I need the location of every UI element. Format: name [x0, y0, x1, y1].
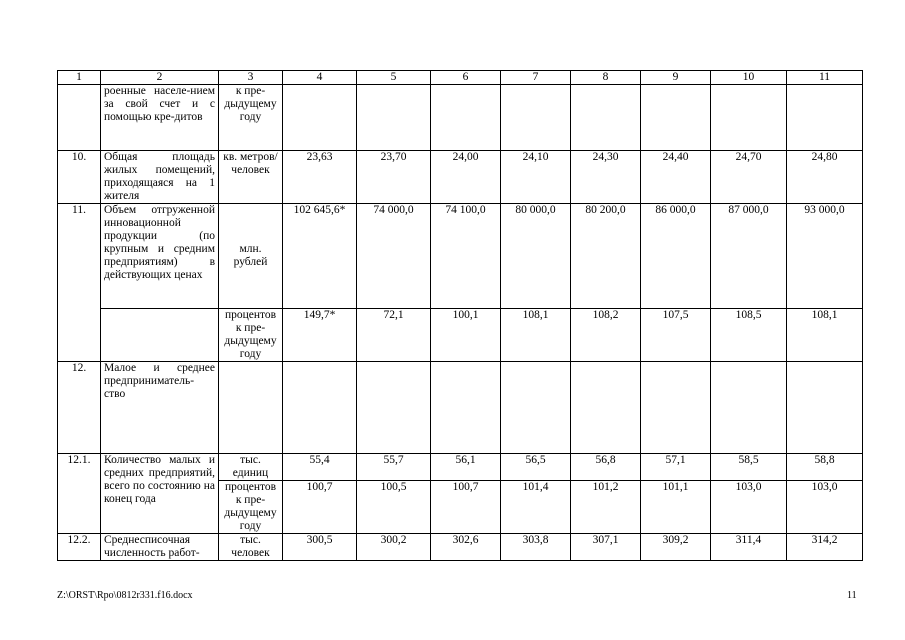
row-number: 12.2. [58, 534, 101, 561]
row-number: 11. [58, 204, 101, 362]
indicator-name: Количество малых и средних предприятий, всего по состоянию на конец года [101, 454, 219, 534]
value-cell: 87 000,0 [711, 204, 787, 309]
value-cell [641, 362, 711, 454]
header-cell: 1 [58, 71, 101, 85]
value-cell [501, 362, 571, 454]
value-cell: 101,4 [501, 481, 571, 534]
value-cell: 314,2 [787, 534, 863, 561]
indicator-name: Среднесписочная численность работ- [101, 534, 219, 561]
value-cell [711, 85, 787, 151]
row-number: 12. [58, 362, 101, 454]
value-cell [283, 362, 357, 454]
value-cell: 24,30 [571, 151, 641, 204]
header-cell: 9 [641, 71, 711, 85]
value-cell: 23,70 [357, 151, 431, 204]
value-cell: 108,1 [787, 309, 863, 362]
value-cell: 23,63 [283, 151, 357, 204]
value-cell: 108,5 [711, 309, 787, 362]
indicator-name: Общая площадь жилых помещений, приходящаяся на 1 жителя [101, 151, 219, 204]
value-cell [571, 362, 641, 454]
indicator-name: Объем отгруженной инновационной продукции (по крупным и средним предприятиям) в действующих ценах [101, 204, 219, 309]
header-cell: 6 [431, 71, 501, 85]
table-row [58, 151, 863, 204]
unit-cell: к пре-дыдущему году [219, 85, 283, 151]
value-cell: 93 000,0 [787, 204, 863, 309]
unit-cell: тыс. единиц [219, 454, 283, 481]
value-cell: 80 000,0 [501, 204, 571, 309]
value-cell: 100,7 [283, 481, 357, 534]
unit-cell: процентов к пре-дыдущему году [219, 481, 283, 534]
value-cell: 300,2 [357, 534, 431, 561]
header-cell: 10 [711, 71, 787, 85]
statistics-table [57, 70, 863, 561]
value-cell: 57,1 [641, 454, 711, 481]
value-cell: 107,5 [641, 309, 711, 362]
value-cell: 100,5 [357, 481, 431, 534]
unit-cell: кв. метров/ человек [219, 151, 283, 204]
value-cell [787, 362, 863, 454]
unit-cell: тыс. человек [219, 534, 283, 561]
value-cell: 24,10 [501, 151, 571, 204]
table-row [58, 309, 863, 362]
value-cell: 24,40 [641, 151, 711, 204]
value-cell [787, 85, 863, 151]
value-cell: 309,2 [641, 534, 711, 561]
value-cell: 300,5 [283, 534, 357, 561]
value-cell: 58,5 [711, 454, 787, 481]
row-number: 10. [58, 151, 101, 204]
row-number: 12.1. [58, 454, 101, 534]
footer-file-path: Z:\ORST\Rpo\0812r331.f16.docx [57, 590, 193, 601]
header-cell: 11 [787, 71, 863, 85]
value-cell: 108,2 [571, 309, 641, 362]
table-row [58, 454, 863, 481]
table-row [58, 204, 863, 309]
value-cell: 55,7 [357, 454, 431, 481]
value-cell: 74 000,0 [357, 204, 431, 309]
indicator-name: роенные населе-нием за свой счет и с помощью кре-дитов [101, 85, 219, 151]
value-cell: 311,4 [711, 534, 787, 561]
indicator-name: Малое и среднее предприниматель-ство [101, 362, 219, 454]
value-cell: 80 200,0 [571, 204, 641, 309]
value-cell: 100,1 [431, 309, 501, 362]
value-cell: 101,1 [641, 481, 711, 534]
page-number: 11 [847, 590, 857, 601]
value-cell: 103,0 [787, 481, 863, 534]
value-cell: 307,1 [571, 534, 641, 561]
value-cell: 56,1 [431, 454, 501, 481]
value-cell: 56,5 [501, 454, 571, 481]
value-cell: 149,7* [283, 309, 357, 362]
value-cell: 103,0 [711, 481, 787, 534]
value-cell: 58,8 [787, 454, 863, 481]
header-cell: 7 [501, 71, 571, 85]
unit-cell: млн. рублей [219, 204, 283, 309]
indicator-name [101, 309, 219, 362]
table-header-row [58, 71, 863, 85]
value-cell: 72,1 [357, 309, 431, 362]
unit-cell [219, 362, 283, 454]
header-cell: 8 [571, 71, 641, 85]
value-cell [357, 85, 431, 151]
value-cell [431, 85, 501, 151]
table-row [58, 85, 863, 151]
header-cell: 4 [283, 71, 357, 85]
value-cell: 86 000,0 [641, 204, 711, 309]
value-cell [501, 85, 571, 151]
value-cell: 303,8 [501, 534, 571, 561]
table-row [58, 534, 863, 561]
value-cell: 101,2 [571, 481, 641, 534]
value-cell [357, 362, 431, 454]
header-cell: 5 [357, 71, 431, 85]
value-cell: 100,7 [431, 481, 501, 534]
value-cell: 24,00 [431, 151, 501, 204]
value-cell: 24,70 [711, 151, 787, 204]
value-cell: 302,6 [431, 534, 501, 561]
header-cell: 3 [219, 71, 283, 85]
value-cell: 24,80 [787, 151, 863, 204]
header-cell: 2 [101, 71, 219, 85]
unit-cell: процентов к пре-дыдущему году [219, 309, 283, 362]
value-cell [641, 85, 711, 151]
row-number [58, 85, 101, 151]
value-cell [571, 85, 641, 151]
table-row [58, 362, 863, 454]
value-cell: 108,1 [501, 309, 571, 362]
value-cell: 102 645,6* [283, 204, 357, 309]
value-cell: 55,4 [283, 454, 357, 481]
value-cell: 56,8 [571, 454, 641, 481]
value-cell: 74 100,0 [431, 204, 501, 309]
value-cell [431, 362, 501, 454]
value-cell [711, 362, 787, 454]
value-cell [283, 85, 357, 151]
